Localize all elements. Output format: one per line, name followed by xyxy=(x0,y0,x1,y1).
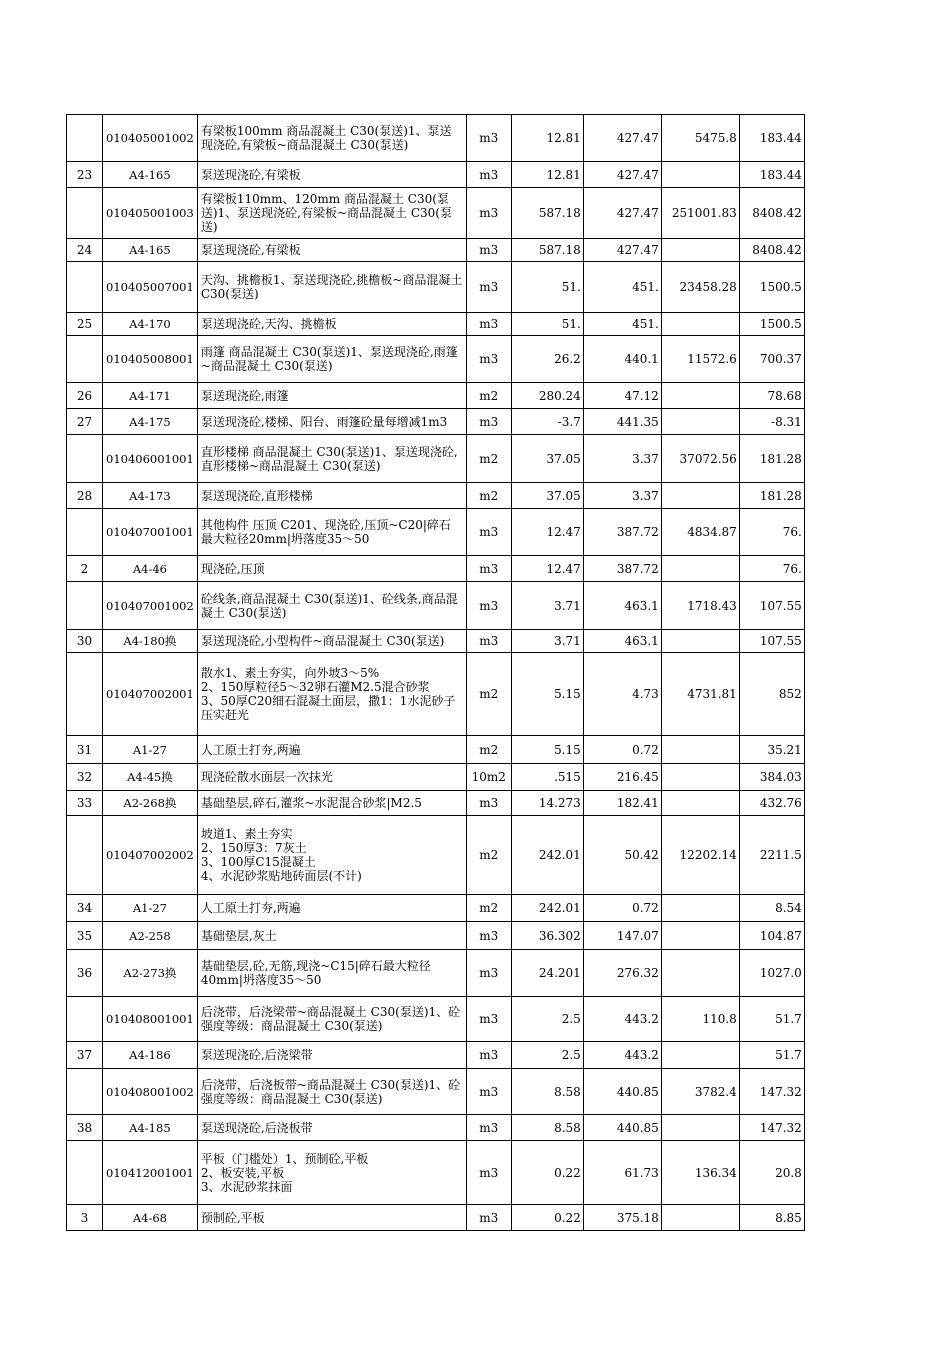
item-code: A4-68 xyxy=(103,1205,198,1231)
item-quantity: 3.71 xyxy=(511,630,583,653)
item-description: 人工原土打夯,两遍 xyxy=(197,895,466,922)
item-code: A4-173 xyxy=(103,483,198,509)
item-quantity: 280.24 xyxy=(511,383,583,409)
item-unit-price: 375.18 xyxy=(583,1205,661,1231)
item-extra-amount: 35.21 xyxy=(739,736,804,764)
item-code: 010405001003 xyxy=(103,188,198,239)
item-code: 010412001001 xyxy=(103,1141,198,1205)
item-code: A1-27 xyxy=(103,895,198,922)
item-unit: m3 xyxy=(466,336,511,383)
item-extra-amount: 183.44 xyxy=(739,115,804,162)
table-row xyxy=(67,950,805,997)
item-code: A4-180换 xyxy=(103,630,198,653)
item-description: 雨篷 商品混凝土 C30(泵送)1、泵送现浇砼,雨篷~商品混凝土 C30(泵送) xyxy=(197,336,466,383)
table-row xyxy=(67,435,805,483)
item-unit-price: 441.35 xyxy=(583,409,661,435)
item-description: 基础垫层,砼,无筋,现浇~C15|碎石最大粒径40mm|坍落度35～50 xyxy=(197,950,466,997)
item-quantity: 12.47 xyxy=(511,509,583,556)
row-number: 34 xyxy=(67,895,103,922)
item-unit: m3 xyxy=(466,997,511,1042)
item-description: 平板（门槛处）1、预制砼,平板 2、板安装,平板 3、水泥砂浆抹面 xyxy=(197,1141,466,1205)
table-row xyxy=(67,262,805,313)
item-unit: m3 xyxy=(466,950,511,997)
table-row xyxy=(67,483,805,509)
item-quantity: .515 xyxy=(511,764,583,791)
item-code: A4-45换 xyxy=(103,764,198,791)
item-code: 010407002001 xyxy=(103,653,198,736)
item-description: 砼线条,商品混凝土 C30(泵送)1、砼线条,商品混凝土 C30(泵送) xyxy=(197,582,466,630)
item-total xyxy=(661,1205,739,1231)
table-row xyxy=(67,1205,805,1231)
item-unit-price: 3.37 xyxy=(583,435,661,483)
item-unit-price: 387.72 xyxy=(583,509,661,556)
item-code: A4-46 xyxy=(103,556,198,582)
item-unit: m3 xyxy=(466,922,511,950)
item-extra-amount: 76. xyxy=(739,509,804,556)
item-quantity: 242.01 xyxy=(511,895,583,922)
item-unit-price: 443.2 xyxy=(583,997,661,1042)
item-extra-amount: 183.44 xyxy=(739,162,804,188)
item-total xyxy=(661,162,739,188)
item-extra-amount: 432.76 xyxy=(739,791,804,816)
table-row xyxy=(67,383,805,409)
item-unit: m3 xyxy=(466,1141,511,1205)
table-row xyxy=(67,409,805,435)
row-number: 38 xyxy=(67,1115,103,1141)
item-unit: m3 xyxy=(466,630,511,653)
item-total: 136.34 xyxy=(661,1141,739,1205)
item-total xyxy=(661,764,739,791)
table-row xyxy=(67,1042,805,1069)
item-total: 12202.14 xyxy=(661,816,739,895)
table-row xyxy=(67,239,805,262)
item-unit-price: 0.72 xyxy=(583,895,661,922)
item-extra-amount: 107.55 xyxy=(739,582,804,630)
item-code: A4-165 xyxy=(103,162,198,188)
row-number xyxy=(67,816,103,895)
item-code: A2-258 xyxy=(103,922,198,950)
item-unit: m2 xyxy=(466,653,511,736)
item-code: A4-170 xyxy=(103,313,198,336)
item-description: 泵送现浇砼,小型构件~商品混凝土 C30(泵送) xyxy=(197,630,466,653)
item-unit: m3 xyxy=(466,188,511,239)
row-number xyxy=(67,435,103,483)
item-unit: m2 xyxy=(466,816,511,895)
item-unit: 10m2 xyxy=(466,764,511,791)
item-quantity: 12.81 xyxy=(511,162,583,188)
item-total: 4834.87 xyxy=(661,509,739,556)
item-total xyxy=(661,239,739,262)
item-quantity: 587.18 xyxy=(511,239,583,262)
item-unit: m3 xyxy=(466,162,511,188)
item-extra-amount: 1500.5 xyxy=(739,262,804,313)
table-row xyxy=(67,162,805,188)
item-quantity: 8.58 xyxy=(511,1115,583,1141)
item-extra-amount: -8.31 xyxy=(739,409,804,435)
item-unit: m3 xyxy=(466,582,511,630)
item-description: 基础垫层,灰土 xyxy=(197,922,466,950)
item-unit: m3 xyxy=(466,791,511,816)
table-row xyxy=(67,895,805,922)
item-description: 预制砼,平板 xyxy=(197,1205,466,1231)
row-number: 25 xyxy=(67,313,103,336)
item-code: A4-185 xyxy=(103,1115,198,1141)
item-unit-price: 4.73 xyxy=(583,653,661,736)
item-total: 5475.8 xyxy=(661,115,739,162)
item-unit-price: 427.47 xyxy=(583,115,661,162)
item-unit-price: 427.47 xyxy=(583,188,661,239)
table-row xyxy=(67,922,805,950)
item-unit-price: 463.1 xyxy=(583,630,661,653)
row-number xyxy=(67,188,103,239)
row-number: 26 xyxy=(67,383,103,409)
item-unit: m3 xyxy=(466,313,511,336)
item-quantity: 14.273 xyxy=(511,791,583,816)
row-number: 36 xyxy=(67,950,103,997)
item-unit: m2 xyxy=(466,736,511,764)
table-row xyxy=(67,764,805,791)
item-unit: m3 xyxy=(466,409,511,435)
table-row xyxy=(67,509,805,556)
row-number xyxy=(67,1141,103,1205)
table-row xyxy=(67,653,805,736)
item-total: 11572.6 xyxy=(661,336,739,383)
item-code: 010405008001 xyxy=(103,336,198,383)
item-quantity: 242.01 xyxy=(511,816,583,895)
item-total: 3782.4 xyxy=(661,1069,739,1115)
item-unit-price: 451. xyxy=(583,262,661,313)
item-extra-amount: 2211.5 xyxy=(739,816,804,895)
item-unit-price: 440.1 xyxy=(583,336,661,383)
item-total xyxy=(661,1115,739,1141)
item-quantity: 5.15 xyxy=(511,736,583,764)
item-unit: m3 xyxy=(466,1115,511,1141)
item-quantity: 0.22 xyxy=(511,1205,583,1231)
item-unit-price: 427.47 xyxy=(583,162,661,188)
item-extra-amount: 8.85 xyxy=(739,1205,804,1231)
item-code: A4-165 xyxy=(103,239,198,262)
row-number xyxy=(67,582,103,630)
item-quantity: 24.201 xyxy=(511,950,583,997)
item-extra-amount: 20.8 xyxy=(739,1141,804,1205)
item-unit-price: 440.85 xyxy=(583,1069,661,1115)
item-total xyxy=(661,383,739,409)
item-description: 泵送现浇砼,天沟、挑檐板 xyxy=(197,313,466,336)
item-code: A2-273换 xyxy=(103,950,198,997)
item-description: 其他构件 压顶 C201、现浇砼,压顶~C20|碎石最大粒径20mm|坍落度35～50 xyxy=(197,509,466,556)
table-row xyxy=(67,336,805,383)
item-unit: m3 xyxy=(466,1069,511,1115)
item-total xyxy=(661,556,739,582)
item-extra-amount: 8408.42 xyxy=(739,188,804,239)
item-code: 010408001001 xyxy=(103,997,198,1042)
item-quantity: 37.05 xyxy=(511,483,583,509)
item-total: 110.8 xyxy=(661,997,739,1042)
item-description: 泵送现浇砼,后浇梁带 xyxy=(197,1042,466,1069)
item-extra-amount: 181.28 xyxy=(739,483,804,509)
item-total xyxy=(661,313,739,336)
item-description: 现浇砼,压顶 xyxy=(197,556,466,582)
item-total xyxy=(661,483,739,509)
item-quantity: 3.71 xyxy=(511,582,583,630)
item-quantity: 26.2 xyxy=(511,336,583,383)
row-number: 28 xyxy=(67,483,103,509)
item-extra-amount: 107.55 xyxy=(739,630,804,653)
table-row xyxy=(67,1069,805,1115)
item-extra-amount: 384.03 xyxy=(739,764,804,791)
item-total xyxy=(661,922,739,950)
item-description: 天沟、挑檐板1、泵送现浇砼,挑檐板~商品混凝土 C30(泵送) xyxy=(197,262,466,313)
item-extra-amount: 51.7 xyxy=(739,997,804,1042)
item-unit-price: 61.73 xyxy=(583,1141,661,1205)
item-unit: m2 xyxy=(466,435,511,483)
item-quantity: 12.47 xyxy=(511,556,583,582)
item-quantity: 37.05 xyxy=(511,435,583,483)
item-unit: m3 xyxy=(466,1042,511,1069)
table-row xyxy=(67,313,805,336)
item-unit-price: 147.07 xyxy=(583,922,661,950)
row-number xyxy=(67,262,103,313)
table-row xyxy=(67,816,805,895)
row-number: 27 xyxy=(67,409,103,435)
item-code: 010408001002 xyxy=(103,1069,198,1115)
item-description: 有梁板110mm、120mm 商品混凝土 C30(泵送)1、泵送现浇砼,有梁板~商品混凝土 C30(泵送) xyxy=(197,188,466,239)
item-code: A2-268换 xyxy=(103,791,198,816)
row-number xyxy=(67,653,103,736)
item-total: 37072.56 xyxy=(661,435,739,483)
item-quantity: 36.302 xyxy=(511,922,583,950)
item-code: 010405001002 xyxy=(103,115,198,162)
row-number: 24 xyxy=(67,239,103,262)
item-code: A4-175 xyxy=(103,409,198,435)
item-unit: m3 xyxy=(466,239,511,262)
item-description: 散水1、素土夯实，向外坡3～5% 2、150厚粒径5～32卵石灌M2.5混合砂浆 3、50厚C20细石混凝土面层，撒1：1水泥砂子压实赶光 xyxy=(197,653,466,736)
item-extra-amount: 181.28 xyxy=(739,435,804,483)
item-unit: m3 xyxy=(466,1205,511,1231)
item-quantity: 8.58 xyxy=(511,1069,583,1115)
item-total: 23458.28 xyxy=(661,262,739,313)
item-description: 有梁板100mm 商品混凝土 C30(泵送)1、泵送现浇砼,有梁板~商品混凝土 C30(泵送) xyxy=(197,115,466,162)
item-unit-price: 3.37 xyxy=(583,483,661,509)
table-row xyxy=(67,630,805,653)
item-quantity: 2.5 xyxy=(511,1042,583,1069)
item-extra-amount: 8408.42 xyxy=(739,239,804,262)
row-number xyxy=(67,509,103,556)
item-unit-price: 0.72 xyxy=(583,736,661,764)
item-description: 坡道1、素土夯实 2、150厚3：7灰土 3、100厚C15混凝土 4、水泥砂浆贴地砖面层(不计) xyxy=(197,816,466,895)
item-unit-price: 216.45 xyxy=(583,764,661,791)
item-description: 泵送现浇砼,楼梯、阳台、雨篷砼量每增减1m3 xyxy=(197,409,466,435)
item-unit: m2 xyxy=(466,483,511,509)
item-code: A4-171 xyxy=(103,383,198,409)
item-extra-amount: 8.54 xyxy=(739,895,804,922)
item-unit: m3 xyxy=(466,556,511,582)
item-code: 010405007001 xyxy=(103,262,198,313)
row-number: 23 xyxy=(67,162,103,188)
table-row xyxy=(67,1115,805,1141)
item-quantity: 587.18 xyxy=(511,188,583,239)
row-number: 3 xyxy=(67,1205,103,1231)
item-quantity: 0.22 xyxy=(511,1141,583,1205)
table-row xyxy=(67,791,805,816)
item-extra-amount: 104.87 xyxy=(739,922,804,950)
item-total xyxy=(661,630,739,653)
item-unit-price: 50.42 xyxy=(583,816,661,895)
item-total: 4731.81 xyxy=(661,653,739,736)
row-number: 2 xyxy=(67,556,103,582)
item-code: 010407001002 xyxy=(103,582,198,630)
table-row xyxy=(67,736,805,764)
row-number: 37 xyxy=(67,1042,103,1069)
row-number: 33 xyxy=(67,791,103,816)
item-quantity: 2.5 xyxy=(511,997,583,1042)
item-unit: m3 xyxy=(466,509,511,556)
item-code: A1-27 xyxy=(103,736,198,764)
row-number xyxy=(67,1069,103,1115)
item-extra-amount: 76. xyxy=(739,556,804,582)
row-number: 32 xyxy=(67,764,103,791)
item-quantity: 51. xyxy=(511,262,583,313)
item-extra-amount: 147.32 xyxy=(739,1069,804,1115)
quantity-table xyxy=(66,114,805,1231)
item-unit-price: 182.41 xyxy=(583,791,661,816)
item-code: 010407002002 xyxy=(103,816,198,895)
item-description: 泵送现浇砼,有梁板 xyxy=(197,162,466,188)
item-unit-price: 47.12 xyxy=(583,383,661,409)
item-quantity: 51. xyxy=(511,313,583,336)
row-number xyxy=(67,115,103,162)
item-description: 现浇砼散水面层一次抹光 xyxy=(197,764,466,791)
item-unit-price: 440.85 xyxy=(583,1115,661,1141)
row-number xyxy=(67,336,103,383)
table-row xyxy=(67,997,805,1042)
item-total xyxy=(661,895,739,922)
item-unit-price: 427.47 xyxy=(583,239,661,262)
item-description: 后浇带，后浇梁带~商品混凝土 C30(泵送)1、砼强度等级：商品混凝土 C30(泵送) xyxy=(197,997,466,1042)
item-extra-amount: 78.68 xyxy=(739,383,804,409)
item-quantity: 5.15 xyxy=(511,653,583,736)
item-description: 后浇带，后浇板带~商品混凝土 C30(泵送)1、砼强度等级：商品混凝土 C30(泵送) xyxy=(197,1069,466,1115)
item-total xyxy=(661,791,739,816)
item-total: 1718.43 xyxy=(661,582,739,630)
item-description: 泵送现浇砼,有梁板 xyxy=(197,239,466,262)
item-extra-amount: 147.32 xyxy=(739,1115,804,1141)
item-description: 基础垫层,碎石,灌浆~水泥混合砂浆|M2.5 xyxy=(197,791,466,816)
item-total xyxy=(661,950,739,997)
item-unit: m3 xyxy=(466,262,511,313)
row-number xyxy=(67,997,103,1042)
item-extra-amount: 51.7 xyxy=(739,1042,804,1069)
row-number: 35 xyxy=(67,922,103,950)
item-code: A4-186 xyxy=(103,1042,198,1069)
item-extra-amount: 852 xyxy=(739,653,804,736)
row-number: 31 xyxy=(67,736,103,764)
table-row xyxy=(67,582,805,630)
table-row xyxy=(67,556,805,582)
table-row xyxy=(67,115,805,162)
item-unit-price: 387.72 xyxy=(583,556,661,582)
item-unit-price: 451. xyxy=(583,313,661,336)
table-body xyxy=(67,115,805,1231)
item-unit: m3 xyxy=(466,115,511,162)
item-extra-amount: 1500.5 xyxy=(739,313,804,336)
item-code: 010406001001 xyxy=(103,435,198,483)
table-row xyxy=(67,188,805,239)
item-unit-price: 443.2 xyxy=(583,1042,661,1069)
item-description: 直形楼梯 商品混凝土 C30(泵送)1、泵送现浇砼,直形楼梯~商品混凝土 C30(泵送) xyxy=(197,435,466,483)
item-total xyxy=(661,736,739,764)
item-description: 人工原土打夯,两遍 xyxy=(197,736,466,764)
item-unit-price: 463.1 xyxy=(583,582,661,630)
row-number: 30 xyxy=(67,630,103,653)
table-row xyxy=(67,1141,805,1205)
item-quantity: 12.81 xyxy=(511,115,583,162)
item-description: 泵送现浇砼,直形楼梯 xyxy=(197,483,466,509)
item-unit: m2 xyxy=(466,895,511,922)
item-total xyxy=(661,409,739,435)
item-total: 251001.83 xyxy=(661,188,739,239)
item-extra-amount: 700.37 xyxy=(739,336,804,383)
item-description: 泵送现浇砼,雨篷 xyxy=(197,383,466,409)
item-total xyxy=(661,1042,739,1069)
item-description: 泵送现浇砼,后浇板带 xyxy=(197,1115,466,1141)
item-extra-amount: 1027.0 xyxy=(739,950,804,997)
item-quantity: -3.7 xyxy=(511,409,583,435)
item-code: 010407001001 xyxy=(103,509,198,556)
item-unit-price: 276.32 xyxy=(583,950,661,997)
item-unit: m2 xyxy=(466,383,511,409)
